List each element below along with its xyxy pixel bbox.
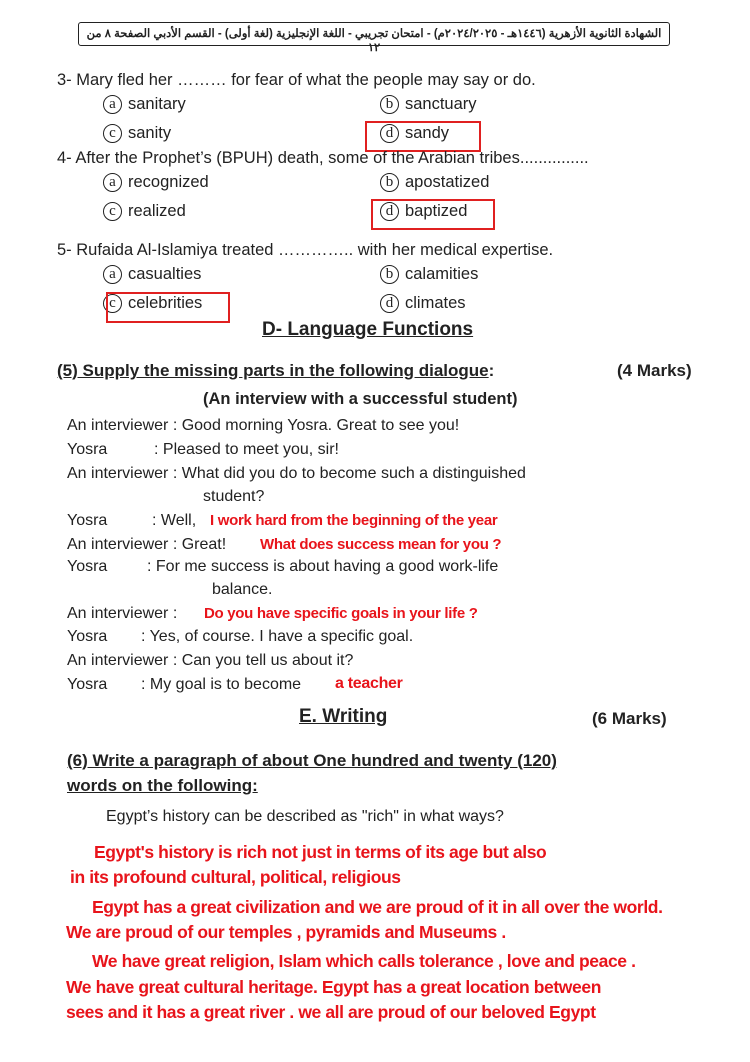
answer-paragraph-line-2: in its profound cultural, political, religious: [70, 867, 401, 887]
speaker-yosra: Yosra: [67, 676, 108, 693]
section-e-instruction-1: (6) Write a paragraph of about One hundred and twenty (120): [67, 751, 557, 770]
q5-option-b[interactable]: b calamities: [380, 265, 478, 284]
speaker-yosra: Yosra: [67, 441, 108, 458]
q5-option-a[interactable]: a casualties: [103, 265, 201, 284]
option-letter: b: [380, 265, 399, 284]
answer-paragraph-line-1: Egypt's history is rich not just in terms of its age but also: [94, 842, 547, 862]
q3-option-b[interactable]: b sanctuary: [380, 95, 477, 114]
dialogue-line-9: An interviewer : Can you tell us about it?: [67, 652, 354, 669]
dialogue-line-5: An interviewer : Great!: [67, 536, 227, 553]
option-letter: a: [103, 265, 122, 284]
answer-2: What does success mean for you ?: [260, 536, 502, 553]
option-letter: a: [103, 95, 122, 114]
q3-option-a[interactable]: a sanitary: [103, 95, 186, 114]
section-d-marks: (4 Marks): [617, 361, 692, 380]
section-d-instruction: (5) Supply the missing parts in the following dialogue:: [57, 361, 495, 380]
option-letter: a: [103, 173, 122, 192]
q4-option-c[interactable]: c realized: [103, 202, 186, 221]
dialogue-line-8: : Yes, of course. I have a specific goal.: [141, 628, 414, 645]
option-letter: b: [380, 95, 399, 114]
option-letter: c: [103, 124, 122, 143]
answer-3: Do you have specific goals in your life ?: [204, 605, 478, 622]
dialogue-line-6: : For me success is about having a good work-life: [147, 558, 499, 575]
page-header: [78, 22, 670, 54]
q3-option-c[interactable]: c sanity: [103, 124, 171, 143]
dialogue-line-10: : My goal is to become: [141, 676, 302, 693]
section-d-subtitle: (An interview with a successful student): [203, 390, 518, 408]
option-letter: b: [380, 173, 399, 192]
speaker-yosra: Yosra: [67, 628, 108, 645]
q5-option-d[interactable]: d climates: [380, 294, 466, 313]
speaker-yosra: Yosra: [67, 512, 108, 529]
q4-answer-box: [371, 199, 495, 230]
header-text: الشهادة الثانوية الأزهرية (١٤٤٦هـ - ٢٠٢٤/٢٠٢٥م) - امتحان تجريبي - اللغة الإنجليزية (لغة أولى) - القسم الأدبي الصفحة ٨ من ١٢: [86, 28, 662, 54]
answer-paragraph-line-4: We are proud of our temples , pyramids and Museums .: [66, 922, 506, 942]
option-letter: d: [380, 202, 399, 221]
q4-option-b[interactable]: b apostatized: [380, 173, 489, 192]
writing-prompt: Egypt’s history can be described as "rich" in what ways?: [106, 808, 504, 825]
option-letter: d: [380, 294, 399, 313]
answer-paragraph-line-6: We have great cultural heritage. Egypt has a great location between: [66, 977, 601, 997]
q4-option-a[interactable]: a recognized: [103, 173, 209, 192]
q3-option-d[interactable]: d sandy: [380, 124, 449, 143]
answer-paragraph-line-5: We have great religion, Islam which calls tolerance , love and peace .: [92, 951, 636, 971]
question-4-stem: 4- After the Prophet’s (BPUH) death, some of the Arabian tribes...............: [57, 149, 589, 167]
speaker-yosra: Yosra: [67, 558, 108, 575]
section-e-title: E. Writing: [299, 706, 388, 727]
q5-answer-box: [106, 292, 230, 323]
question-3-stem: 3- Mary fled her ……… for fear of what the people may say or do.: [57, 71, 536, 89]
dialogue-line-4: : Well,: [152, 512, 197, 529]
section-d-title: D- Language Functions: [262, 319, 474, 340]
q4-option-d[interactable]: d baptized: [380, 202, 467, 221]
question-5-stem: 5- Rufaida Al-Islamiya treated ………….. with her medical expertise.: [57, 241, 554, 259]
dialogue-line-6b: balance.: [212, 581, 273, 598]
option-letter: c: [103, 294, 122, 313]
dialogue-line-3: An interviewer : What did you do to become such a distinguished: [67, 465, 526, 482]
q3-answer-box: [365, 121, 481, 152]
option-letter: d: [380, 124, 399, 143]
section-e-marks: (6 Marks): [592, 709, 667, 728]
section-e-instruction-2: words on the following:: [67, 776, 258, 795]
dialogue-line-7: An interviewer :: [67, 605, 178, 622]
answer-1: I work hard from the beginning of the year: [210, 512, 498, 529]
dialogue-line-2: : Pleased to meet you, sir!: [154, 441, 339, 458]
q5-option-c[interactable]: c celebrities: [103, 294, 202, 313]
option-letter: c: [103, 202, 122, 221]
dialogue-line-1: An interviewer : Good morning Yosra. Great to see you!: [67, 417, 460, 434]
answer-paragraph-line-7: sees and it has a great river . we all are proud of our beloved Egypt: [66, 1002, 596, 1022]
answer-paragraph-line-3: Egypt has a great civilization and we are proud of it in all over the world.: [92, 897, 663, 917]
dialogue-line-3b: student?: [203, 488, 265, 505]
answer-4: a teacher: [335, 675, 403, 692]
